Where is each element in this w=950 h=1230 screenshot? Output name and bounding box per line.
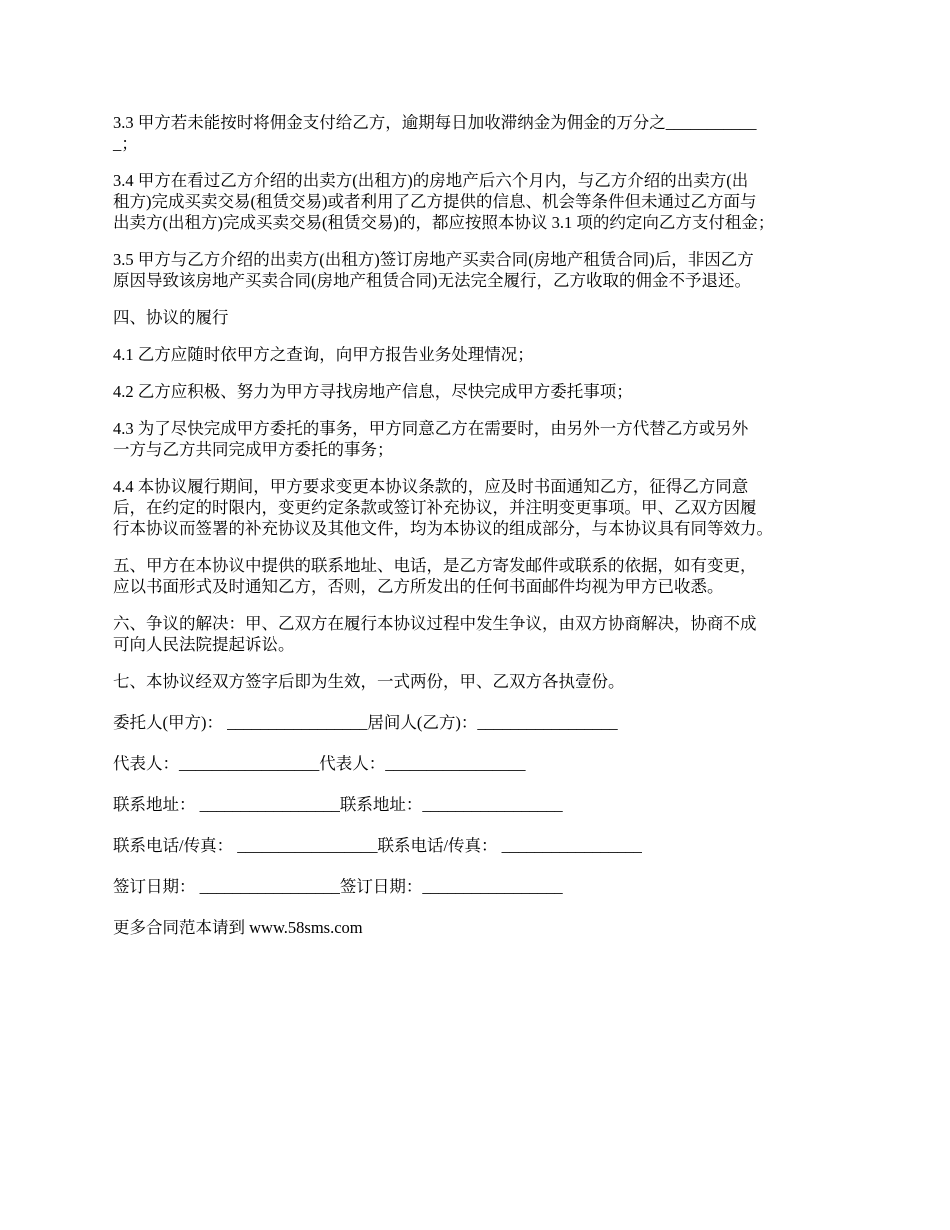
section-6-dispute xyxy=(113,613,853,655)
clause-3-3-line-2: _； xyxy=(113,134,138,153)
section-6-line-1: 六、争议的解决：甲、乙双方在履行本协议过程中发生争议，由双方协商解决，协商不成 xyxy=(113,614,757,633)
section-heading-performance-text: 四、协议的履行 xyxy=(113,308,229,327)
clause-3-4-line-1: 3.4 甲方在看过乙方介绍的出卖方(出租方)的房地产后六个月内，与乙方介绍的出卖方(出 xyxy=(113,171,749,190)
signature-line-parties: 委托人(甲方)： _________________居间人(乙方)：_________________ xyxy=(113,713,618,732)
section-5-line-2: 应以书面形式及时通知乙方，否则，乙方所发出的任何书面邮件均视为甲方已收悉。 xyxy=(113,577,724,596)
clause-3-4-line-2: 租方)完成买卖交易(租赁交易)或者利用了乙方提供的信息、机会等条件但未通过乙方面与 xyxy=(113,192,757,211)
section-7-line-1: 七、本协议经双方签字后即为生效，一式两份，甲、乙双方各执壹份。 xyxy=(113,672,625,691)
clause-3-5-line-2: 原因导致该房地产买卖合同(房地产租赁合同)无法完全履行，乙方收取的佣金不予退还。 xyxy=(113,271,751,290)
clause-4-3 xyxy=(113,418,853,460)
clause-3-5-line-1: 3.5 甲方与乙方介绍的出卖方(出租方)签订房地产买卖合同(房地产租赁合同)后，非因乙方 xyxy=(113,250,754,269)
clause-4-4-line-1: 4.4 本协议履行期间，甲方要求变更本协议条款的，应及时书面通知乙方，征得乙方同意 xyxy=(113,477,749,496)
clause-4-2-line-1: 4.2 乙方应积极、努力为甲方寻找房地产信息，尽快完成甲方委托事项； xyxy=(113,382,633,401)
clause-4-1-line-1: 4.1 乙方应随时依甲方之查询，向甲方报告业务处理情况； xyxy=(113,345,534,364)
clause-3-3 xyxy=(113,112,853,154)
clause-4-4 xyxy=(113,476,853,539)
section-5-contact-info xyxy=(113,555,853,597)
signature-line-dates: 签订日期： _________________签订日期：_________________ xyxy=(113,877,563,896)
clause-4-1 xyxy=(113,344,853,365)
clause-3-3-line-1: 3.3 甲方若未能按时将佣金支付给乙方，逾期每日加收滞纳金为佣金的万分之___________ xyxy=(113,113,757,132)
document-body xyxy=(113,112,853,958)
signature-line-representatives: 代表人：_________________代表人：_________________ xyxy=(113,754,526,773)
footer-note: 更多合同范本请到 www.58sms.com xyxy=(113,918,363,937)
clause-4-3-line-1: 4.3 为了尽快完成甲方委托的事务，甲方同意乙方在需要时，由另外一方代替乙方或另外 xyxy=(113,419,749,438)
signature-line-phone-fax: 联系电话/传真： _________________联系电话/传真： _________________ xyxy=(113,836,642,855)
clause-4-3-line-2: 一方与乙方共同完成甲方委托的事务； xyxy=(113,440,394,459)
section-5-line-1: 五、甲方在本协议中提供的联系地址、电话，是乙方寄发邮件或联系的依据，如有变更， xyxy=(113,556,757,575)
clause-4-4-line-3: 行本协议而签署的补充协议及其他文件，均为本协议的组成部分，与本协议具有同等效力。 xyxy=(113,519,773,538)
clause-4-2 xyxy=(113,381,853,402)
clause-3-4-line-3: 出卖方(出租方)完成买卖交易(租赁交易)的，都应按照本协议 3.1 项的约定向乙方支付租金； xyxy=(113,213,775,232)
section-7-effectiveness xyxy=(113,671,853,692)
clause-4-4-line-2: 后，在约定的时限内，变更约定条款或签订补充协议，并注明变更事项。甲、乙双方因履 xyxy=(113,498,757,517)
clause-3-5 xyxy=(113,249,853,291)
section-heading-performance xyxy=(113,307,853,328)
clause-3-4 xyxy=(113,170,853,233)
section-6-line-2: 可向人民法院提起诉讼。 xyxy=(113,635,295,654)
signature-line-addresses: 联系地址： _________________联系地址：_________________ xyxy=(113,795,563,814)
